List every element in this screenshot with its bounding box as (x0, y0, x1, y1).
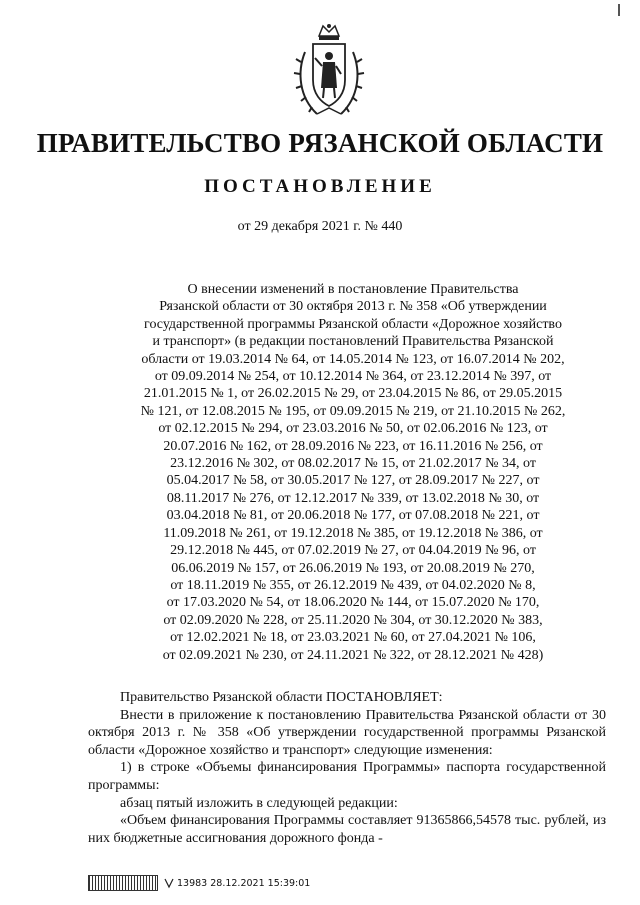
subject-line: и транспорт» (в редакции постановлений Правительства Рязанской (152, 334, 554, 350)
barcode-icon (88, 875, 158, 891)
subject-line: 06.06.2019 № 157, от 26.06.2019 № 193, от 20.08.2019 № 270, (171, 560, 535, 576)
subject-line: Рязанской области от 30 октября 2013 г. № 358 «Об утверждении (159, 299, 547, 315)
subject-line: 11.09.2018 № 261, от 19.12.2018 № 385, от 19.12.2018 № 386, от (163, 525, 543, 541)
subject-line: О внесении изменений в постановление Правительства (187, 282, 519, 297)
subject-line: 21.01.2015 № 1, от 26.02.2015 № 29, от 23.04.2015 № 86, от 29.05.2015 (143, 386, 563, 402)
body-paragraph: абзац пятый изложить в следующей редакции: (120, 795, 398, 811)
subject-line: 23.12.2016 № 302, от 08.02.2017 № 15, от 21.02.2017 № 34, от (170, 456, 536, 472)
subject-line: от 18.11.2019 № 355, от 26.12.2019 № 439, от 04.02.2020 № 8, (170, 577, 536, 593)
subject-line: от 17.03.2020 № 54, от 18.06.2020 № 144, от 15.07.2020 № 170, (166, 595, 540, 611)
registration-footer (88, 874, 310, 892)
subject-line: от 02.09.2020 № 228, от 25.11.2020 № 304, от 30.12.2020 № 383, (163, 612, 543, 628)
ryazan-coat-of-arms-icon (293, 22, 365, 122)
subject-line: от 12.02.2021 № 18, от 23.03.2021 № 60, от 27.04.2021 № 106, (170, 630, 536, 646)
body-paragraph: «Объем финансирования Программы составляет 91365866,54578 тыс. рублей, из них бюджетные ассигнования дорожного фонда - (88, 813, 606, 846)
subject-line: 08.11.2017 № 276, от 12.12.2017 № 339, от 13.02.2018 № 30, от (166, 490, 540, 506)
subject-line: от 02.09.2021 № 230, от 24.11.2021 № 322, от 28.12.2021 № 428) (162, 647, 544, 663)
document-body (88, 689, 606, 847)
subject-line: 05.04.2017 № 58, от 30.05.2017 № 127, от 28.09.2017 № 227, от (166, 473, 540, 489)
registration-mark-icon (164, 877, 174, 889)
organization-title: ПРАВИТЕЛЬСТВО РЯЗАНСКОЙ ОБЛАСТИ (36, 128, 604, 158)
scan-mark (618, 4, 620, 16)
resolution-clause: Правительство Рязанской области ПОСТАНОВЛЯЕТ: (120, 690, 443, 705)
body-paragraph: Внести в приложение к постановлению Правительства Рязанской области от 30 октября 2013 г. № 358 «Об утверждении государственной программы Рязанской области «Дорожное хозяйство и транспорт» следующие изменения: (88, 707, 606, 758)
subject-line: от 02.12.2015 № 294, от 23.03.2016 № 50, от 02.06.2016 № 123, от (158, 421, 548, 437)
body-paragraph: 1) в строке «Объемы финансирования Программы» паспорта государственной программы: (88, 760, 606, 793)
document-type: ПОСТАНОВЛЕНИЕ (204, 176, 436, 197)
subject-line: 29.12.2018 № 445, от 07.02.2019 № 27, от 04.04.2019 № 96, от (170, 543, 536, 559)
subject-line: № 121, от 12.08.2015 № 195, от 09.09.2015 № 219, от 21.10.2015 № 262, (140, 403, 566, 419)
document-subject (88, 281, 618, 664)
registration-number: 13983 28.12.2021 15:39:01 (177, 877, 311, 889)
subject-line: государственной программы Рязанской области «Дорожное хозяйство (144, 316, 562, 332)
document-date-number: от 29 декабря 2021 г. № 440 (237, 219, 403, 234)
subject-line: от 09.09.2014 № 254, от 10.12.2014 № 364, от 23.12.2014 № 397, от (154, 369, 552, 385)
subject-line: 20.07.2016 № 162, от 28.09.2016 № 223, от 16.11.2016 № 256, от (163, 438, 543, 454)
subject-line: области от 19.03.2014 № 64, от 14.05.2014 № 123, от 16.07.2014 № 202, (141, 351, 565, 367)
subject-line: 03.04.2018 № 81, от 20.06.2018 № 177, от 07.08.2018 № 221, от (166, 508, 540, 524)
